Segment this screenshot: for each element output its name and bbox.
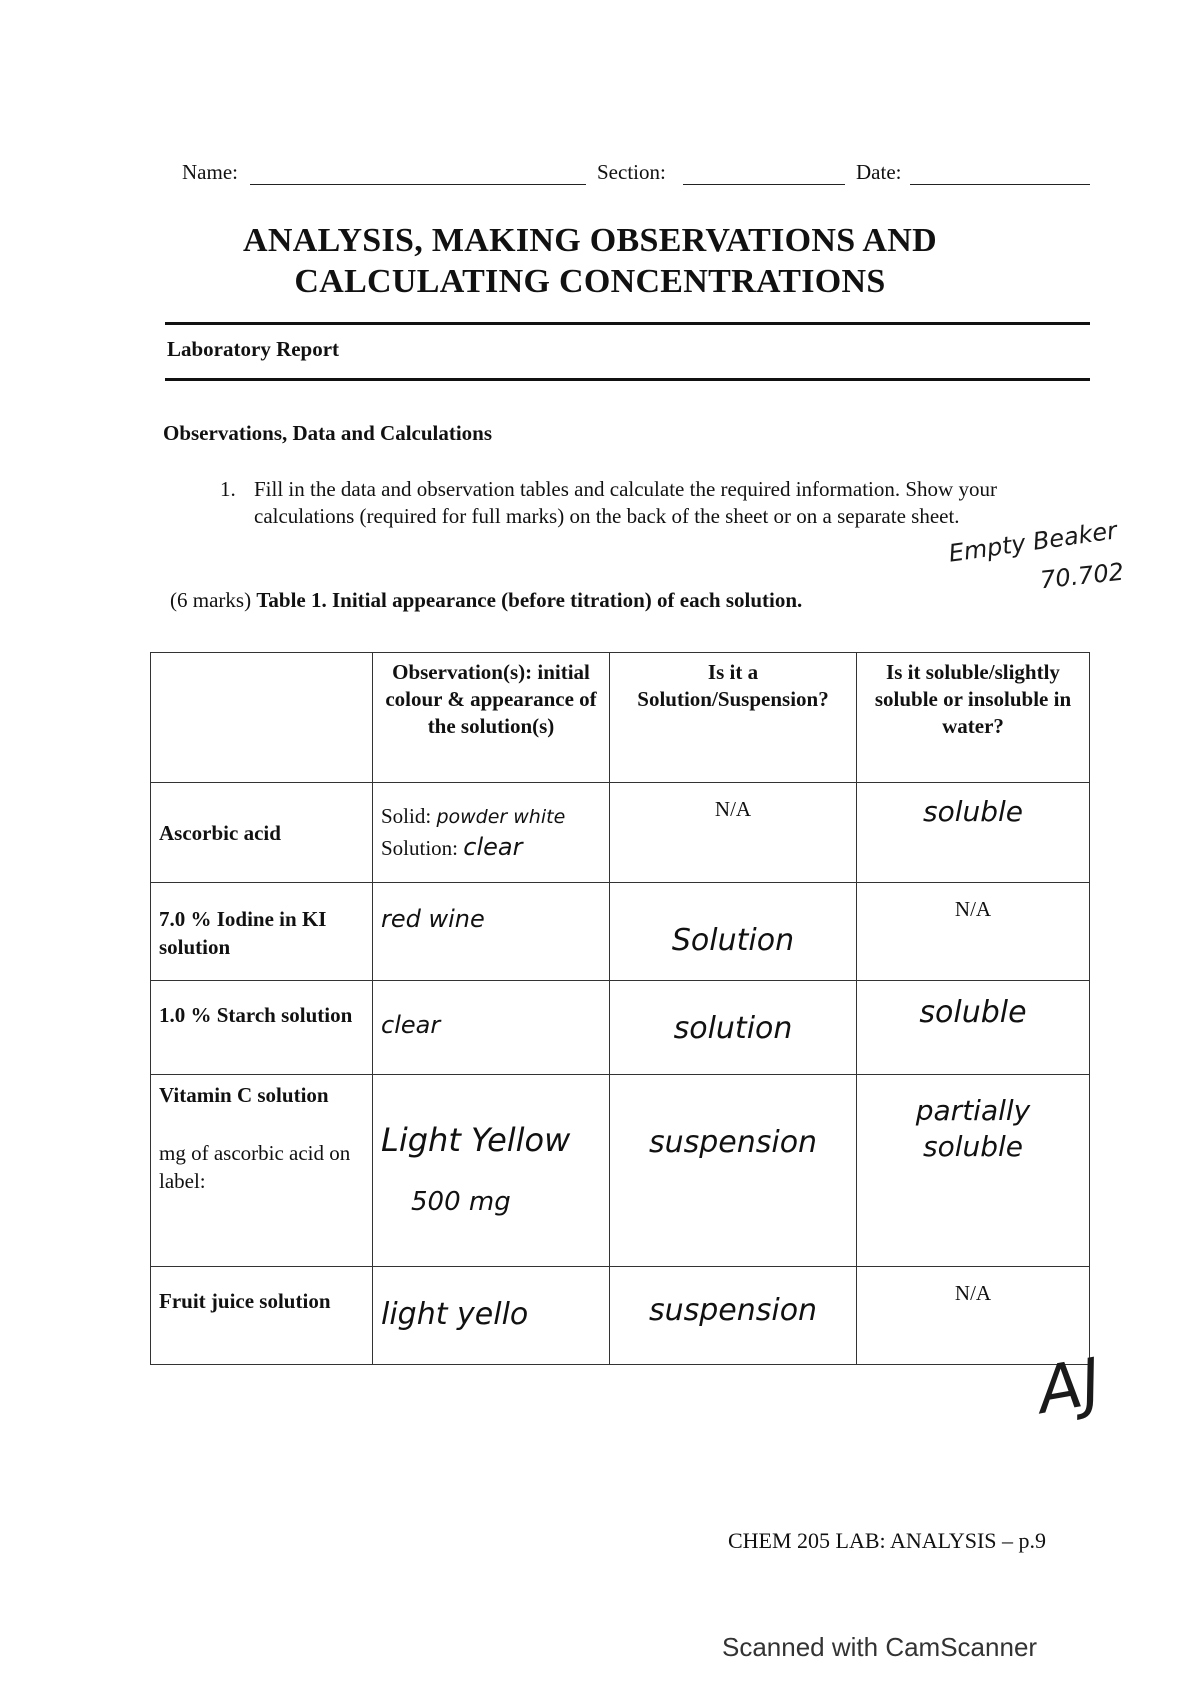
type-cell: Solution xyxy=(610,883,857,981)
table-row xyxy=(151,981,1090,1075)
section-line xyxy=(683,184,845,185)
observation-cell: light yello xyxy=(373,1267,610,1365)
solution-line xyxy=(381,832,601,863)
table-row xyxy=(151,883,1090,981)
table-row xyxy=(151,783,1090,883)
header-observation: Observation(s): initial colour & appearance of the solution(s) xyxy=(373,653,610,783)
observation-cell: red wine xyxy=(373,883,610,981)
instruction-text: Fill in the data and observation tables and calculate the required information. Show your calculations (required for full marks) on the back of the sheet or on a separate sheet. xyxy=(254,477,997,528)
name-label: Name: xyxy=(182,160,238,184)
header-solution-suspension: Is it a Solution/Suspension? xyxy=(610,653,857,783)
header-empty xyxy=(151,653,373,783)
report-label: Laboratory Report xyxy=(167,337,340,361)
table-row xyxy=(151,1075,1090,1267)
section-label: Section: xyxy=(597,160,666,184)
top-rule xyxy=(165,322,1090,325)
solid-label: Solid: xyxy=(381,804,432,828)
title-line-2: CALCULATING CONCENTRATIONS xyxy=(294,263,886,300)
camscanner-watermark: Scanned with CamScanner xyxy=(722,1632,1038,1662)
solubility-cell: N/A xyxy=(857,883,1090,981)
type-cell: solution xyxy=(610,981,857,1075)
type-cell: suspension xyxy=(610,1267,857,1365)
title-line-1: ANALYSIS, MAKING OBSERVATIONS AND xyxy=(243,222,937,259)
page-footer: CHEM 205 LAB: ANALYSIS – p.9 xyxy=(728,1528,1047,1553)
section-heading: Observations, Data and Calculations xyxy=(163,421,493,445)
label-mg-value: 500 mg xyxy=(411,1187,511,1217)
observation-cell: clear xyxy=(373,981,610,1075)
date-line xyxy=(910,184,1090,185)
row-name: Fruit juice solution xyxy=(151,1267,373,1365)
initials-signature: AJ xyxy=(1032,1345,1107,1429)
solubility-cell: partially soluble xyxy=(857,1075,1090,1267)
table-row xyxy=(151,1267,1090,1365)
table-header-row xyxy=(151,653,1090,783)
row-name: 1.0 % Starch solution xyxy=(151,981,373,1075)
solubility-cell: N/A xyxy=(857,1267,1090,1365)
type-cell: suspension xyxy=(610,1075,857,1267)
solid-value: powder white xyxy=(436,806,566,828)
row-name: 7.0 % Iodine in KI solution xyxy=(151,883,373,981)
solution-value: clear xyxy=(463,833,523,861)
row-sublabel: mg of ascorbic acid on label: xyxy=(159,1141,351,1193)
date-label: Date: xyxy=(856,160,902,184)
row-name: Vitamin C solution xyxy=(159,1083,329,1107)
solution-label: Solution: xyxy=(381,836,459,860)
margin-note-mass: 70.702 xyxy=(1038,557,1126,595)
type-cell: N/A xyxy=(610,783,857,883)
name-line xyxy=(250,184,586,185)
header-solubility: Is it soluble/slightly soluble or insoluble in water? xyxy=(857,653,1090,783)
observation-cell xyxy=(373,1075,610,1267)
bottom-rule xyxy=(165,378,1090,381)
row-name-cell xyxy=(151,1075,373,1267)
instruction-number: 1. xyxy=(220,477,236,501)
solid-line xyxy=(381,801,601,832)
margin-note-empty-beaker: Empty Beaker xyxy=(946,516,1119,568)
observation-cell xyxy=(373,783,610,883)
solubility-cell: soluble xyxy=(857,783,1090,883)
table-caption-marks: (6 marks) xyxy=(170,588,252,612)
observation-table xyxy=(150,652,1090,1365)
table-caption xyxy=(170,588,802,613)
row-name: Ascorbic acid xyxy=(151,783,373,883)
table-caption-title: Table 1. Initial appearance (before titration) of each solution. xyxy=(256,588,803,612)
observation-value: Light Yellow xyxy=(381,1121,571,1159)
solubility-cell: soluble xyxy=(857,981,1090,1075)
